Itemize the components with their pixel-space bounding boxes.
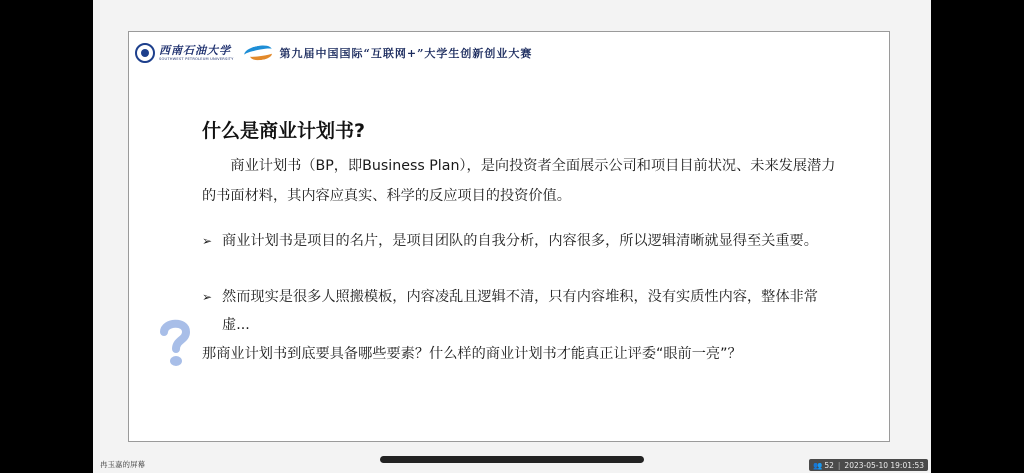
bullet-text: 然而现实是很多人照搬模板，内容凌乱且逻辑不清，只有内容堆积，没有实质性内容，整体非常虚...: [222, 289, 818, 333]
competition-logo-icon: [244, 44, 274, 62]
screen-owner-label: 冉玉嘉的屏幕: [100, 460, 145, 469]
presentation-slide: [128, 31, 890, 442]
bullet-item: [202, 227, 852, 255]
bullet-text: 商业计划书是项目的名片，是项目团队的自我分析，内容很多，所以逻辑清晰就显得至关重要。: [222, 233, 818, 249]
question-text: 那商业计划书到底要具备哪些要素？什么样的商业计划书才能真正让评委“眼前一亮”？: [202, 346, 742, 362]
meeting-status-bar: 👥 52 | 2023-05-10 19:01:53: [809, 459, 928, 471]
slide-heading: 什么是商业计划书?: [202, 120, 366, 142]
participants-icon: 👥: [813, 460, 823, 470]
participant-count: 52: [824, 460, 834, 470]
timestamp: 2023-05-10 19:01:53: [844, 460, 925, 470]
question-mark-icon: [157, 318, 193, 368]
bullet-item: [202, 283, 852, 339]
home-indicator[interactable]: [380, 456, 644, 463]
university-seal-icon: [135, 43, 155, 63]
arrow-bullet-icon: ➢: [202, 290, 213, 304]
university-name-en: SOUTHWEST PETROLEUM UNIVERSITY: [159, 56, 234, 61]
university-logo: [135, 43, 234, 63]
arrow-bullet-icon: ➢: [202, 234, 213, 248]
slide-header: [135, 40, 532, 66]
university-name-cn: 西南石油大学: [159, 43, 231, 57]
competition-title: 第九届中国国际“互联网+”大学生创新创业大赛: [279, 47, 533, 60]
intro-paragraph: 商业计划书（BP，即Business Plan），是向投资者全面展示公司和项目目前状况、未来发展潜力的书面材料，其内容应真实、科学的反应项目的投资价值。: [202, 158, 836, 204]
